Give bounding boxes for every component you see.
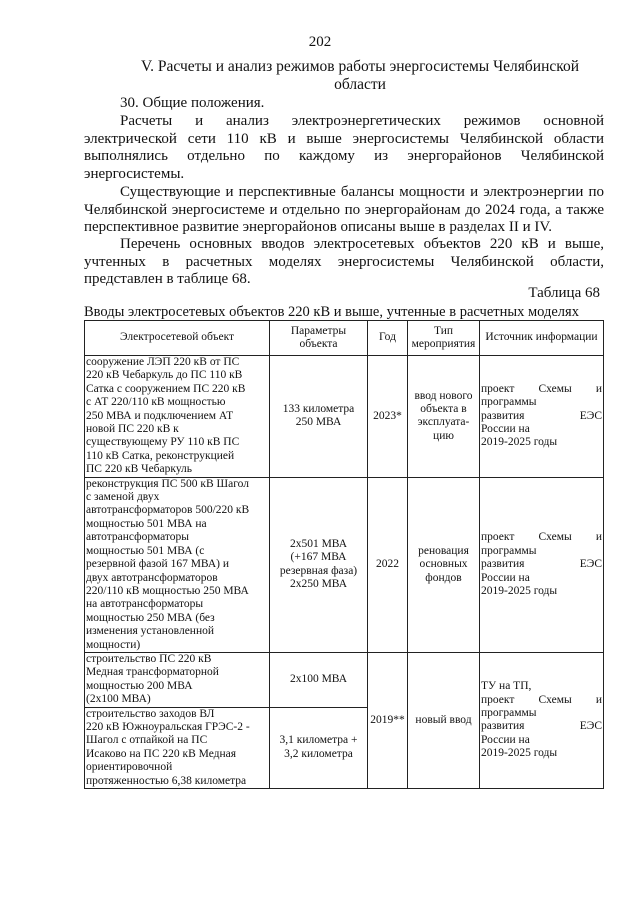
cell-line: 220 кВ Чебаркуль до ПС 110 кВ [86,369,243,382]
cell-line: основных [419,558,468,571]
object-cell [85,356,270,478]
cell-line: фондов [425,571,462,584]
paragraph-line: энергосистемы. [84,165,185,182]
cell-line: 2019-2025 годы [481,584,558,597]
cell-line: существующему РУ 110 кВ ПС [86,436,240,449]
cell-line: автотрансформаторов 500/220 кВ [86,504,250,517]
source-cell [480,356,604,478]
table-title: Вводы электросетевых объектов 220 кВ и выше, учтенные в расчетных моделях [84,304,579,320]
cell-line: протяженностью 6,38 километра [86,774,247,787]
subsection-heading: 30. Общие положения. [120,95,265,111]
source-cell [480,652,604,788]
cell-line: 3,1 километра + [279,734,358,747]
header-source: Источник информации [480,321,604,356]
cell-line: Медная трансформаторной [86,666,219,679]
cell-line: развития ЕЭС [481,409,602,422]
object-cell [85,652,270,707]
cell-line: России на [481,733,530,746]
cell-line: 110 кВ Сатка, реконструкцией [86,449,235,462]
cell-line: программы [481,707,537,720]
params-cell: 2х100 МВА [270,652,368,707]
cell-line: мощностью 250 МВА (без [86,611,215,624]
cell-line: 2х501 МВА [289,537,348,550]
cell-line: ориентировочной [86,761,173,774]
cell-line: эксплуата- [417,416,470,429]
header-type: Тип мероприятия [408,321,480,356]
cell-line: 2х250 МВА [289,578,348,591]
header-params: Параметры объекта [270,321,368,356]
paragraph-line: учтенных в расчетных моделях энергосистемы Челябинской области, [84,253,604,270]
cell-line: двух автотрансформаторов [86,571,218,584]
paragraph-line: Перечень основных вводов электросетевых объектов 220 кВ и выше, [120,236,604,252]
cell-line: 250 МВА [295,416,342,429]
cell-line: мощностью 501 МВА на [86,517,207,530]
cell-line: 250 МВА и подключением АТ [86,409,234,422]
cell-line: новой ПС 220 кВ к [86,423,179,436]
cell-line: развития ЕЭС [481,558,602,571]
cell-line: 2019-2025 годы [481,436,558,449]
cell-line: программы [481,396,537,409]
paragraph-line: Челябинской энергосистеме и отдельно по энергорайонам до 2024 года, а также [84,201,604,218]
cell-line: Шагол с отпайкой на ПС [86,734,208,747]
cell-line: 2019-2025 годы [481,747,558,760]
table-caption: Таблица 68 [528,285,600,301]
cell-line: России на [481,423,530,436]
cell-line: с АТ 220/110 кВ мощностью [86,396,226,409]
source-cell [480,477,604,652]
table-row [85,652,604,707]
section-title [120,58,600,94]
objects-table [84,320,604,789]
cell-line: строительство заходов ВЛ [86,707,215,720]
cell-line: объекта в [420,402,467,415]
cell-line: ввод нового [414,389,473,402]
table-header-row [85,321,604,356]
type-cell: новый ввод [408,652,480,788]
params-cell [270,707,368,788]
cell-line: проект Схемы и [481,531,602,544]
paragraph-line: выполнялись отдельно по каждому из энергорайонов Челябинской [84,148,604,164]
table-row [85,477,604,652]
cell-line: проект Схемы и [481,382,602,395]
cell-line: 220 кВ Южноуральская ГРЭС-2 - [86,720,250,733]
cell-line: России на [481,571,530,584]
cell-line: 133 километра [282,402,355,415]
section-title-line: V. Расчеты и анализ режимов работы энергосистемы Челябинской [140,58,580,75]
cell-line: ПС 220 кВ Чебаркуль [86,463,193,476]
cell-line: строительство ПС 220 кВ [86,652,212,665]
params-cell [270,356,368,478]
cell-line: (+167 МВА [290,551,347,564]
cell-line: реконструкция ПС 500 кВ Шагол [86,477,250,490]
cell-line: мощности) [86,638,141,651]
paragraph-line: представлен в таблице 68. [84,271,251,287]
cell-line: резервной фазой 167 МВА) и [86,558,230,571]
paragraph-2 [84,184,604,237]
header-year: Год [368,321,408,356]
cell-line: 3,2 километра [284,747,353,760]
header-object: Электросетевой объект [85,321,270,356]
cell-line: программы [481,544,537,557]
cell-line: (2х100 МВА) [86,693,151,706]
cell-line: 220/110 кВ мощностью 250 МВА [86,584,249,597]
paragraph-line: перспективное развитие энергорайонов описаны выше в разделах II и IV. [84,219,553,235]
cell-line: Исаково на ПС 220 кВ Медная [86,747,237,760]
cell-line: ТУ на ТП, [481,680,532,693]
type-cell [408,477,480,652]
cell-line: на автотрансформаторы [86,598,204,611]
cell-line: развития ЕЭС [481,720,602,733]
cell-line: резервная фаза) [279,564,358,577]
params-cell [270,477,368,652]
paragraph-3 [84,236,604,289]
cell-line: реновация [418,544,469,557]
year-cell: 2019** [368,652,408,788]
section-title-line: области [334,76,386,93]
cell-line: автотрансформаторы [86,531,190,544]
cell-line: проект Схемы и [481,693,602,706]
cell-line: сооружение ЛЭП 220 кВ от ПС [86,356,240,368]
object-cell [85,477,270,652]
object-cell [85,707,270,788]
page-number: 202 [308,34,332,50]
cell-line: Сатка с сооружением ПС 220 кВ [86,382,246,395]
paragraph-line: Существующие и перспективные балансы мощности и электроэнергии по [120,184,604,200]
paragraph-line: Расчеты и анализ электроэнергетических режимов основной [120,113,604,129]
cell-line: с заменой двух [86,491,160,504]
year-cell: 2022 [368,477,408,652]
type-cell [408,356,480,478]
cell-line: цию [433,429,454,442]
cell-line: мощностью 501 МВА (с [86,544,205,557]
table-row [85,356,604,478]
paragraph-1 [84,113,604,183]
cell-line: мощностью 200 МВА [86,679,193,692]
paragraph-line: электрической сети 110 кВ и выше энергосистемы Челябинской области [84,130,604,147]
cell-line: изменения установленной [86,625,215,638]
year-cell: 2023* [368,356,408,478]
